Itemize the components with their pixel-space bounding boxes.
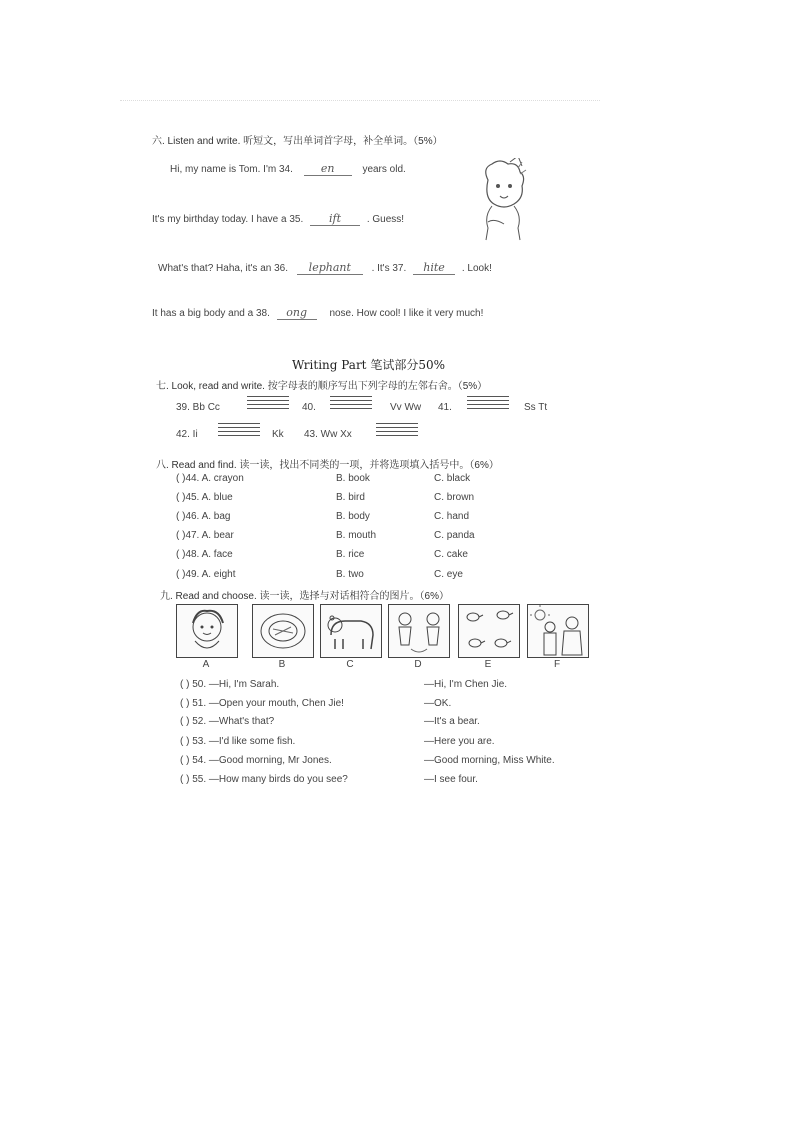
q39-writing-lines[interactable]: [247, 396, 289, 412]
dialogue-55: ( ) 55. —How many birds do you see?: [180, 774, 348, 785]
q43-label: 43. Ww Xx: [304, 429, 352, 440]
picture-b-plate[interactable]: [252, 604, 314, 658]
choice-row-45: ( )45. A. blue: [176, 492, 233, 503]
q41-label: 41.: [438, 402, 452, 413]
q43-writing-lines[interactable]: [376, 423, 418, 439]
choice-row-48: ( )48. A. face: [176, 549, 233, 560]
answer-34: en: [304, 162, 352, 176]
picture-label-f: F: [553, 659, 561, 670]
choice-47-c: C. panda: [434, 530, 475, 541]
choice-45-b: B. bird: [336, 492, 365, 503]
choice-47-b: B. mouth: [336, 530, 377, 541]
section-6-heading: 六. Listen and write. 听短文，写出单词首字母，补全单词。（5%）: [152, 136, 443, 147]
choice-46-c: C. hand: [434, 511, 470, 522]
choice-row-47: ( )47. A. bear: [176, 530, 234, 541]
answer-36: lephant: [297, 261, 363, 275]
q41-letters: Ss Tt: [524, 402, 548, 413]
choice-44-c: C. black: [434, 473, 471, 484]
picture-label-d: D: [414, 659, 422, 670]
sentence-36-37: What's that? Haha, it's an 36. lephant . It's 37. hite . Look!: [158, 261, 492, 274]
picture-c-bear[interactable]: [320, 604, 382, 658]
sentence-34: Hi, my name is Tom. I'm 34. en years old.: [170, 162, 406, 175]
choice-row-46: ( )46. A. bag: [176, 511, 231, 522]
choice-row-49: ( )49. A. eight: [176, 569, 236, 580]
q40-writing-lines[interactable]: [330, 396, 372, 412]
boy-illustration: [474, 158, 532, 242]
dialogue-52: ( ) 52. —What's that?: [180, 716, 275, 727]
reply-54: —Good morning, Miss White.: [424, 755, 555, 766]
q42-label: 42. Ii: [176, 429, 198, 440]
picture-label-c: C: [346, 659, 354, 670]
picture-d-two-people[interactable]: [388, 604, 450, 658]
section-8-heading: 八. Read and find. 读一读，找出不同类的一项，并将选项填入括号中。（6%）: [156, 460, 499, 471]
q41-writing-lines[interactable]: [467, 396, 509, 412]
choice-48-c: C. cake: [434, 549, 468, 560]
picture-e-birds[interactable]: [458, 604, 520, 658]
q40-label: 40.: [302, 402, 316, 413]
q40-letters: Vv Ww: [390, 402, 422, 413]
picture-f-teacher[interactable]: [527, 604, 589, 658]
answer-37: hite: [413, 261, 455, 275]
choice-49-c: C. eye: [434, 569, 463, 580]
dialogue-54: ( ) 54. —Good morning, Mr Jones.: [180, 755, 332, 766]
dialogue-51: ( ) 51. —Open your mouth, Chen Jie!: [180, 698, 344, 709]
section-7-heading: 七. Look, read and write. 按字母表的顺序写出下列字母的左邻右舍。（5%）: [156, 381, 488, 392]
choice-row-44: ( )44. A. crayon: [176, 473, 244, 484]
picture-label-b: B: [278, 659, 286, 670]
reply-53: —Here you are.: [424, 736, 495, 747]
choice-45-c: C. brown: [434, 492, 475, 503]
q42-writing-lines[interactable]: [218, 423, 260, 439]
choice-49-b: B. two: [336, 569, 364, 580]
sentence-38: It has a big body and a 38. ong nose. How cool! I like it very much!: [152, 306, 484, 319]
sentence-35: It's my birthday today. I have a 35. ift . Guess!: [152, 212, 405, 225]
reply-51: —OK.: [424, 698, 452, 709]
q39-label: 39. Bb Cc: [176, 402, 220, 413]
scan-artifact-line: [120, 100, 600, 102]
section-9-heading: 九. Read and choose. 读一读，选择与对话相符合的图片。（6%）: [160, 591, 449, 602]
choice-48-b: B. rice: [336, 549, 365, 560]
picture-label-a: A: [202, 659, 210, 670]
picture-a-girl[interactable]: [176, 604, 238, 658]
writing-part-title: Writing Part 笔试部分50%: [292, 358, 445, 372]
answer-35: ift: [310, 212, 360, 226]
dialogue-50: ( ) 50. —Hi, I'm Sarah.: [180, 679, 280, 690]
reply-55: —I see four.: [424, 774, 478, 785]
choice-44-b: B. book: [336, 473, 370, 484]
q42-letters: Kk: [272, 429, 284, 440]
picture-label-e: E: [484, 659, 492, 670]
answer-38: ong: [277, 306, 317, 320]
choice-46-b: B. body: [336, 511, 370, 522]
reply-52: —It's a bear.: [424, 716, 480, 727]
dialogue-53: ( ) 53. —I'd like some fish.: [180, 736, 296, 747]
reply-50: —Hi, I'm Chen Jie.: [424, 679, 508, 690]
